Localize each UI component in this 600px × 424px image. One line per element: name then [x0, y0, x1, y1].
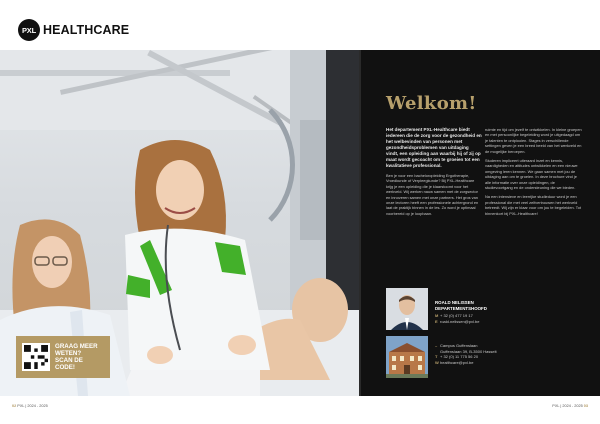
footer-left-text: PXL | 2024 - 2025	[17, 404, 48, 408]
welcome-title: Welkom!	[386, 93, 477, 114]
campus-details	[435, 343, 497, 365]
pxl-healthcare-logo	[18, 19, 129, 41]
page-number-left: 02	[12, 404, 17, 408]
body-paragraph: Na een intensieve en leerrijke studieduur word je een professional die met veel zelfvertrouwen het werkveld betreedt. Wij zijn er klaar voor om jou te begeleiden. Tot binnenkort bij PXL-Healthcare!	[485, 194, 581, 216]
web-row[interactable]	[435, 360, 497, 366]
web-icon: W	[435, 359, 439, 365]
footer-left	[12, 404, 48, 408]
logo-text: HEALTHCARE	[43, 23, 130, 37]
text-column-right	[485, 127, 582, 220]
contact-name: ROALD NELISSEN	[435, 300, 474, 305]
page-header	[0, 0, 600, 50]
mobile-icon: M	[435, 313, 439, 318]
phone-number[interactable]: + 32 (0) 477 19 17	[440, 313, 473, 318]
phone-icon: T	[435, 354, 438, 360]
dash-icon: –	[435, 343, 438, 348]
email-address[interactable]: roald.nelissen@pxl.be	[440, 318, 480, 324]
web-address[interactable]: healthcare@pxl.be	[440, 359, 474, 365]
body-paragraph: Studeren impliceert uiteraard inzet en kennis, vaardigheden en attitudes ontwikkelen en een nieuwe omgeving leren kennen. We gaan samen met jou de uitdaging aan om te groeien. In deze brochure vind je alle informatie over onze opleidingen, de studievoortgang en de ondersteuning die we bieden.	[485, 158, 578, 191]
qr-code-badge[interactable]	[16, 336, 110, 378]
text-column-left	[386, 127, 482, 220]
body-paragraph: ruimte en tijd om jezelf te ontwikkelen. In kleine groepen en met persoonlijke begeleiding word je uitgedaagd om je talenten te ontplooien. Stages in verschillende settingen geven je een breed beeld van het werkveld en de mogelijke beroepen.	[485, 127, 582, 154]
tel-number[interactable]: + 32 (0) 11 775 56 20	[440, 354, 479, 360]
email-row[interactable]	[435, 319, 479, 325]
contact-role: DEPARTEMENTSHOOFD	[435, 306, 487, 311]
page-number-right: 03	[583, 404, 588, 408]
qr-code-icon	[24, 345, 48, 369]
page-footer	[0, 396, 600, 424]
street-address: Guffenslaan 39, B-3500 Hasselt	[440, 348, 497, 354]
body-paragraph: Ben je voor een bacheloropleiding Ergotherapie, Vroedkunde of Verpleegkunde? Bij PXL-Healthcare krijg je een opleiding die je klaarstoomt voor het werkveld. Wij werken nauw samen met de zorgsector en innoveren samen met onze partners. Het gros van onze lectoren heeft een professionele achtergrond en laat de praktijk binnen in de les. Zo word je optimaal voorbereid op je loopbaan.	[386, 173, 479, 216]
email-icon: E	[435, 318, 438, 324]
qr-cta-text: GRAAG MEER WETEN? SCAN DE CODE!	[55, 343, 98, 371]
qr-code[interactable]	[22, 343, 50, 371]
contact-details	[435, 313, 479, 324]
department-head-photo	[386, 288, 428, 330]
campus-building-image	[386, 336, 428, 378]
campus-photo	[386, 336, 428, 378]
page-spine	[359, 50, 361, 396]
footer-right	[552, 404, 588, 408]
campus-name: Campus Guffenslaan	[440, 343, 478, 348]
pxl-logo-mark: PXL	[18, 19, 40, 41]
intro-paragraph: Het departement PXL-Healthcare biedt iedereen die de zorg voor de gezondheid en het welbevinden van personen met gezondheidsproblemen van uitdaging vindt, een opleiding aan waarbij hij of zij op maat wordt gecoacht om te groeien tot een kwalitatieve professional.	[386, 127, 482, 168]
footer-right-text: PXL | 2024 - 2025	[552, 404, 583, 408]
portrait-image	[386, 288, 428, 330]
